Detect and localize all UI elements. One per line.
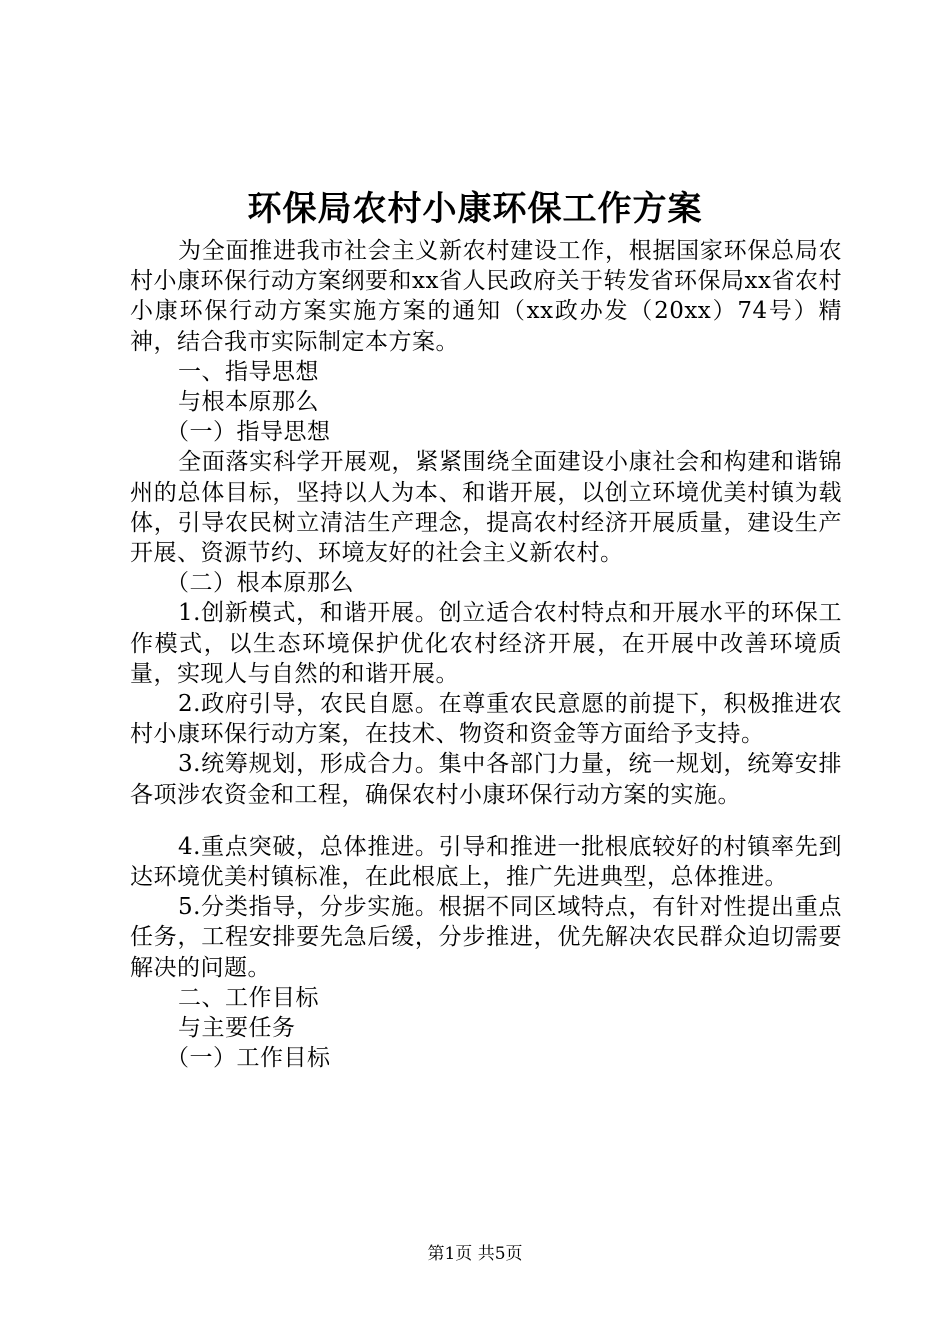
page-footer: 第1页 共5页 (427, 1244, 523, 1264)
section-heading-1: 一、指导思想 (178, 358, 319, 385)
intro-paragraph: 为全面推进我市社会主义新农村建设工作，根据国家环保总局农村小康环保行动方案纲要和xx省人民政府关于转发省环保局xx省农村小康环保行动方案实施方案的通知（xx政办发（20xx）74号）精神，结合我市实际制定本方案。 (130, 238, 842, 355)
subsection-heading-1-2: （二）根本原那么 (166, 570, 354, 597)
document-title: 环保局农村小康环保工作方案 (247, 189, 703, 229)
subsection-heading-2-1: （一）工作目标 (166, 1045, 331, 1072)
section-heading-2: 二、工作目标 (178, 984, 319, 1011)
subsection-heading-1-1: （一）指导思想 (166, 419, 331, 446)
principle-item-3: 3.统筹规划，形成合力。集中各部门力量，统一规划，统筹安排各项涉农资金和工程，确保农村小康环保行动方案的实施。 (130, 751, 842, 808)
paragraph-gap (130, 810, 842, 832)
guiding-thought-paragraph: 全面落实科学开展观，紧紧围绕全面建设小康社会和构建和谐锦州的总体目标，坚持以人为本、和谐开展，以创立环境优美村镇为载体，引导农民树立清洁生产理念，提高农村经济开展质量，建设生产开展、资源节约、环境友好的社会主义新农村。 (130, 449, 842, 567)
section-heading-1-cont: 与根本原那么 (178, 389, 319, 416)
principle-item-2: 2.政府引导，农民自愿。在尊重农民意愿的前提下，积极推进农村小康环保行动方案，在技术、物资和资金等方面给予支持。 (130, 691, 842, 748)
document-body (130, 236, 842, 1073)
section-heading-2-cont: 与主要任务 (178, 1015, 296, 1042)
principle-item-1: 1.创新模式，和谐开展。创立适合农村特点和开展水平的环保工作模式，以生态环境保护优化农村经济开展，在开展中改善环境质量，实现人与自然的和谐开展。 (130, 600, 842, 687)
principle-item-4: 4.重点突破，总体推进。引导和推进一批根底较好的村镇率先到达环境优美村镇标准，在此根底上，推广先进典型，总体推进。 (130, 833, 842, 891)
principle-item-5: 5.分类指导，分步实施。根据不同区域特点，有针对性提出重点任务，工程安排要先急后缓，分步推进，优先解决农民群众迫切需要解决的问题。 (130, 894, 842, 981)
